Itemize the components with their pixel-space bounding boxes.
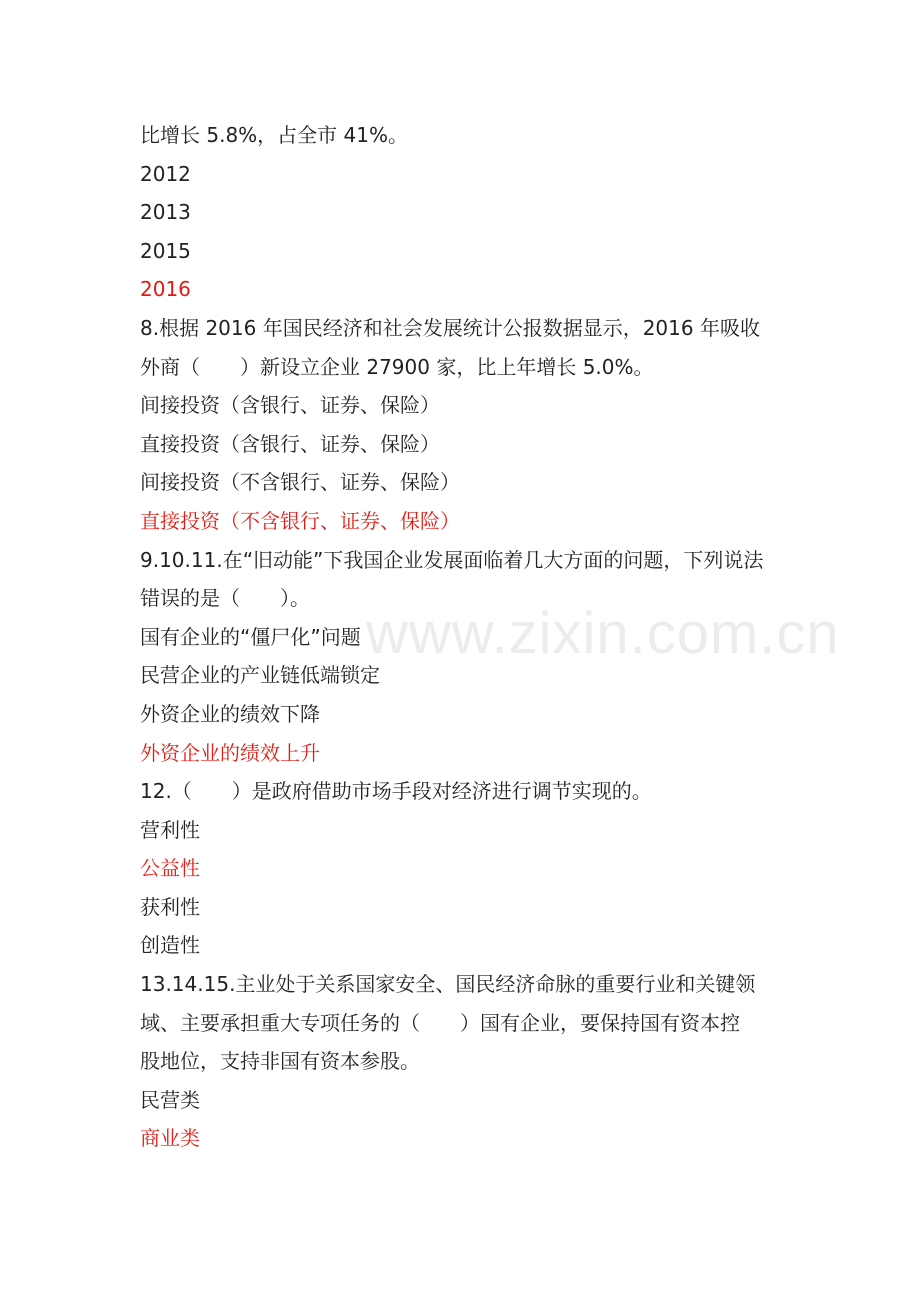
option-line: 2013	[140, 200, 191, 225]
question-line: 13.14.15.主业处于关系国家安全、国民经济命脉的重要行业和关键领	[140, 972, 756, 997]
question-line: 错误的是（ ）。	[140, 586, 310, 611]
option-line: 营利性	[140, 817, 200, 842]
question-line: 外商（ ）新设立企业 27900 家，比上年增长 5.0%。	[140, 354, 654, 379]
option-line: 民营企业的产业链低端锁定	[140, 663, 380, 688]
answer-line: 商业类	[140, 1126, 200, 1151]
question-line: 12.（ ）是政府借助市场手段对经济进行调节实现的。	[140, 779, 652, 804]
answer-line: 外资企业的绩效上升	[140, 740, 320, 765]
option-line: 获利性	[140, 894, 200, 919]
question-line: 域、主要承担重大专项任务的（ ）国有企业，要保持国有资本控	[140, 1010, 740, 1035]
option-line: 国有企业的“僵尸化”问题	[140, 624, 361, 649]
option-line: 间接投资（不含银行、证券、保险）	[140, 470, 460, 495]
option-line: 创造性	[140, 933, 200, 958]
answer-line: 公益性	[140, 856, 200, 881]
text-line: 比增长 5.8%，占全市 41%。	[140, 123, 408, 147]
answer-line: 直接投资（不含银行、证券、保险）	[140, 508, 460, 533]
option-line: 2012	[140, 161, 191, 186]
option-line: 间接投资（含银行、证券、保险）	[140, 393, 440, 418]
option-line: 直接投资（含银行、证券、保险）	[140, 431, 440, 456]
question-line: 9.10.11.在“旧动能”下我国企业发展面临着几大方面的问题，下列说法	[140, 547, 764, 572]
watermark: www.zixin.com.cn	[366, 601, 840, 666]
option-line: 外资企业的绩效下降	[140, 701, 320, 726]
question-line: 股地位，支持非国有资本参股。	[140, 1049, 420, 1074]
option-line: 2015	[140, 238, 191, 263]
option-line: 民营类	[140, 1087, 200, 1112]
question-line: 8.根据 2016 年国民经济和社会发展统计公报数据显示，2016 年吸收	[140, 315, 760, 340]
answer-line: 2016	[140, 277, 191, 302]
